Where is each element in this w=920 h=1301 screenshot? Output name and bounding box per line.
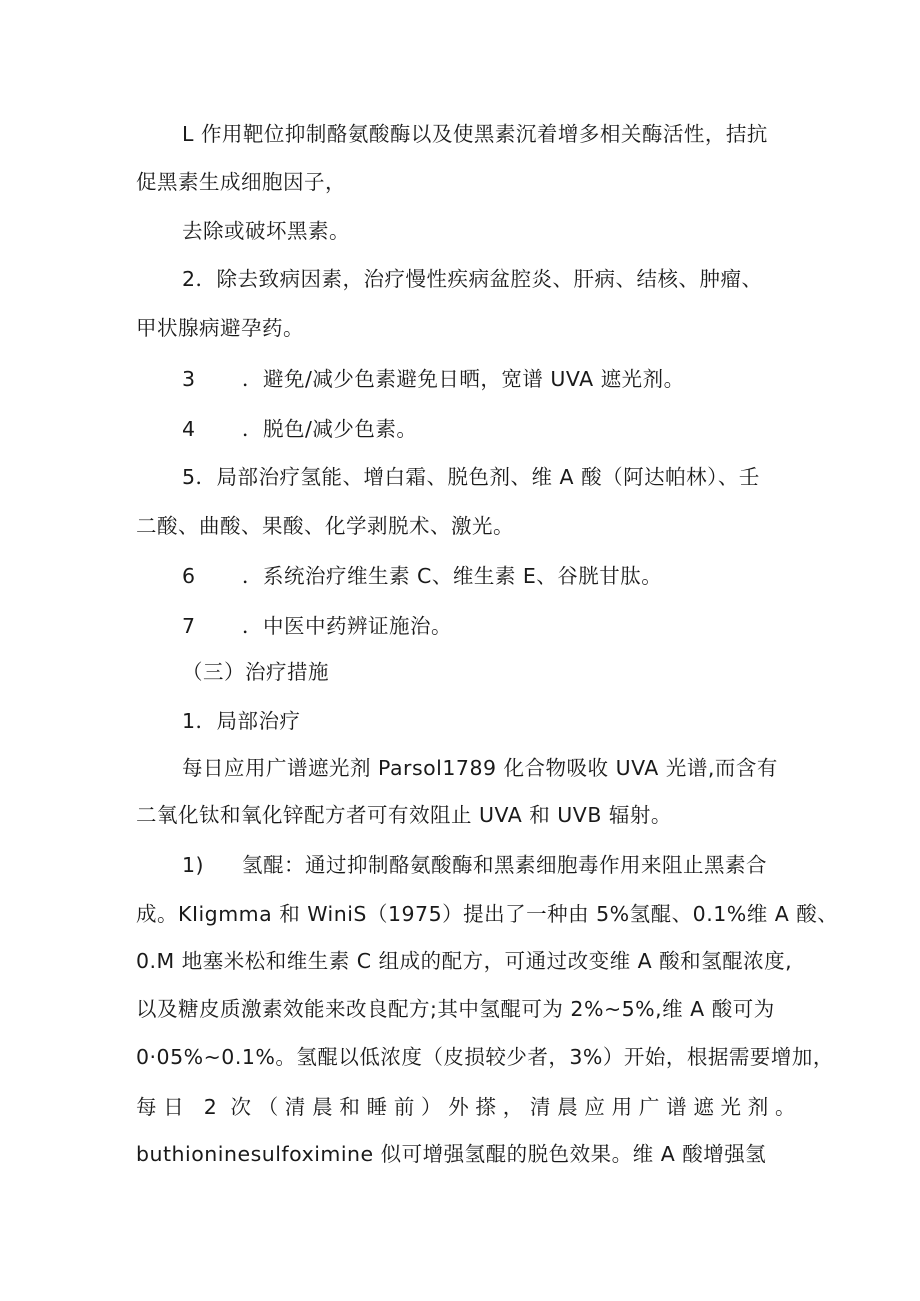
- numbered-item: [182, 364, 842, 394]
- item-text: ．避免/减少色素避免日晒，宽谱 UVA 遮光剂。: [242, 367, 685, 391]
- text-line: 二酸、曲酸、果酸、化学剥脱术、激光。: [136, 514, 514, 538]
- item-number: 4: [182, 417, 196, 441]
- section-heading: （三）治疗措施: [182, 660, 329, 684]
- item-text: ．系统治疗维生素 C、维生素 E、谷胱甘肽。: [242, 564, 663, 588]
- numbered-item: [182, 850, 842, 880]
- item-number: 3: [182, 367, 196, 391]
- text-line: 每日 2 次（清晨和睡前）外搽，清晨应用广谱遮光剂。: [136, 1095, 796, 1119]
- numbered-item: [182, 561, 842, 591]
- text-line: 5．局部治疗氢能、增白霜、脱色剂、维 A 酸（阿达帕林）、壬: [182, 465, 760, 489]
- text-line: L 作用靶位抑制酪氨酸酶以及使黑素沉着增多相关酶活性，拮抗: [182, 122, 768, 146]
- text-line: 甲状腺病避孕药。: [136, 316, 304, 340]
- item-number: 7: [182, 614, 196, 638]
- numbered-item: [182, 414, 842, 444]
- text-line: 促黑素生成细胞因子，: [136, 170, 346, 194]
- item-text: 氢醌：通过抑制酪氨酸酶和黑素细胞毒作用来阻止黑素合: [242, 853, 767, 877]
- text-line: 以及糖皮质激素效能来改良配方;其中氢醌可为 2%~5%,维 A 酸可为: [136, 997, 775, 1021]
- item-text: ．脱色/减少色素。: [242, 417, 418, 441]
- numbered-item: [182, 611, 842, 641]
- text-line: 2．除去致病因素，治疗慢性疾病盆腔炎、肝病、结核、肿瘤、: [182, 267, 763, 291]
- item-number: 6: [182, 564, 196, 588]
- text-line: 每日应用广谱遮光剂 Parsol1789 化合物吸收 UVA 光谱,而含有: [182, 756, 778, 780]
- text-line: buthioninesulfoximine 似可增强氢醌的脱色效果。维 A 酸增强氢: [136, 1142, 767, 1166]
- subsection-heading: 1．局部治疗: [182, 709, 301, 733]
- item-number: 1): [182, 853, 205, 877]
- text-line: 0.M 地塞米松和维生素 C 组成的配方，可通过改变维 A 酸和氢醌浓度,: [136, 949, 793, 973]
- text-line: 成。KIigmma 和 WiniS（1975）提出了一种由 5%氢醌、0.1%维 A 酸、: [136, 902, 839, 926]
- text-line: 二氧化钛和氧化锌配方者可有效阻止 UVA 和 UVB 辐射。: [136, 803, 672, 827]
- text-line: 0·05%~0.1%。氢醌以低浓度（皮损较少者，3%）开始，根据需要增加，: [136, 1045, 834, 1069]
- text-line: 去除或破坏黑素。: [182, 219, 350, 243]
- item-text: ．中医中药辨证施治。: [242, 614, 452, 638]
